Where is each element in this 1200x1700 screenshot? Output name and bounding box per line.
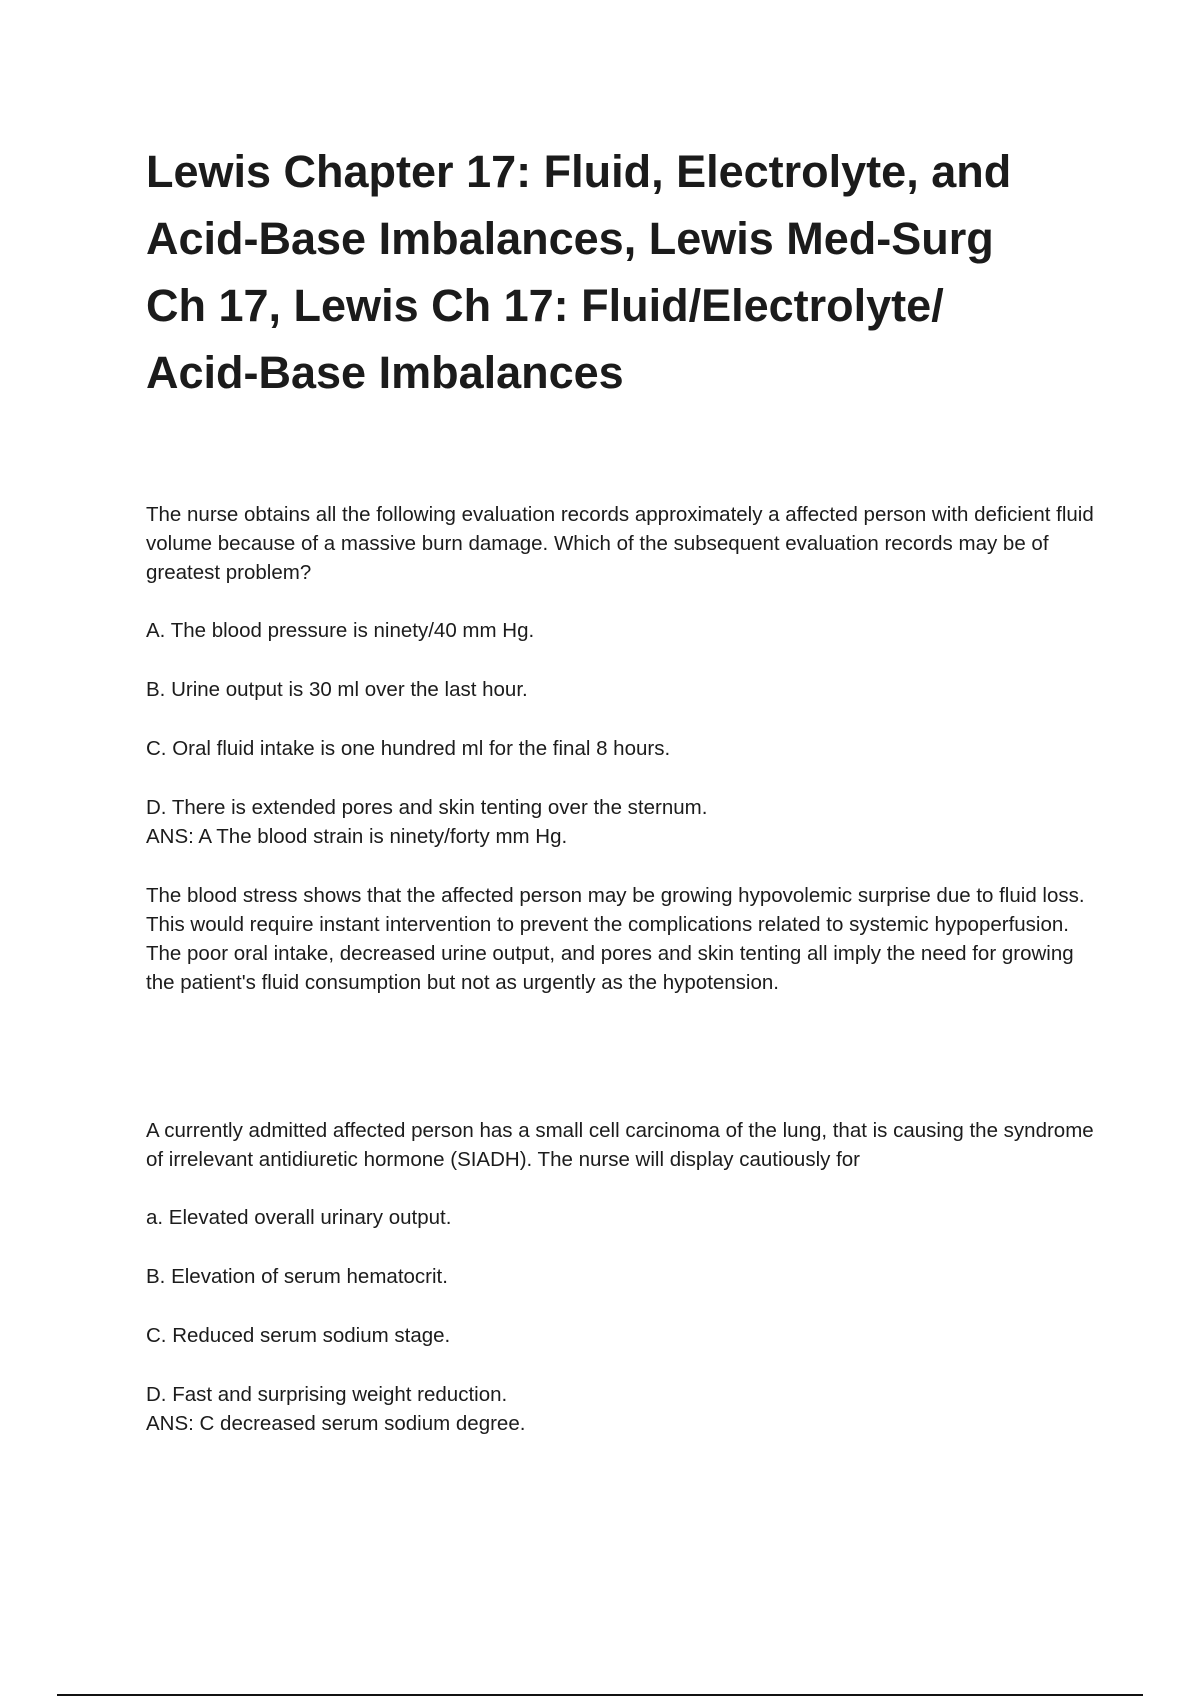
answer-explanation: The blood stress shows that the affected person may be growing hypovolemic surprise due to fluid loss. This would require instant intervention to prevent the complications related to systemic hypoperfusion. The poor oral intake, decreased urine output, and pores and skin tenting all imply the need for growing the patient's fluid consumption but not as urgently as the hypotension. (146, 884, 1085, 994)
question-1 (146, 500, 1106, 997)
answer-option-c: C. Oral fluid intake is one hundred ml for the final 8 hours. (146, 737, 671, 760)
document-title (146, 138, 1086, 406)
answer-option-d: D. There is extended pores and skin tenting over the sternum. (146, 796, 708, 819)
question-stem: A currently admitted affected person has a small cell carcinoma of the lung, that is causing the syndrome of irrelevant antidiuretic hormone (SIADH). The nurse will display cautiously for (146, 1119, 1094, 1171)
answer-option-a: a. Elevated overall urinary output. (146, 1206, 452, 1229)
answer-option-b: B. Elevation of serum hematocrit. (146, 1265, 448, 1288)
question-stem: The nurse obtains all the following evaluation records approximately a affected person with deficient fluid volume because of a massive burn damage. Which of the subsequent evaluation records may be of greatest problem? (146, 503, 1094, 584)
answer-option-b: B. Urine output is 30 ml over the last hour. (146, 678, 528, 701)
answer-option-d: D. Fast and surprising weight reduction. (146, 1383, 508, 1406)
answer-option-c: C. Reduced serum sodium stage. (146, 1324, 451, 1347)
title-line: Acid-Base Imbalances, Lewis Med-Surg (146, 213, 994, 264)
footer-divider (57, 1694, 1143, 1696)
question-2 (146, 1116, 1106, 1468)
title-line: Acid-Base Imbalances (146, 347, 624, 398)
title-line: Lewis Chapter 17: Fluid, Electrolyte, and (146, 146, 1012, 197)
answer-option-a: A. The blood pressure is ninety/40 mm Hg. (146, 619, 535, 642)
correct-answer: ANS: A The blood strain is ninety/forty mm Hg. (146, 825, 568, 848)
title-line: Ch 17, Lewis Ch 17: Fluid/Electrolyte/ (146, 280, 944, 331)
correct-answer: ANS: C decreased serum sodium degree. (146, 1412, 526, 1435)
